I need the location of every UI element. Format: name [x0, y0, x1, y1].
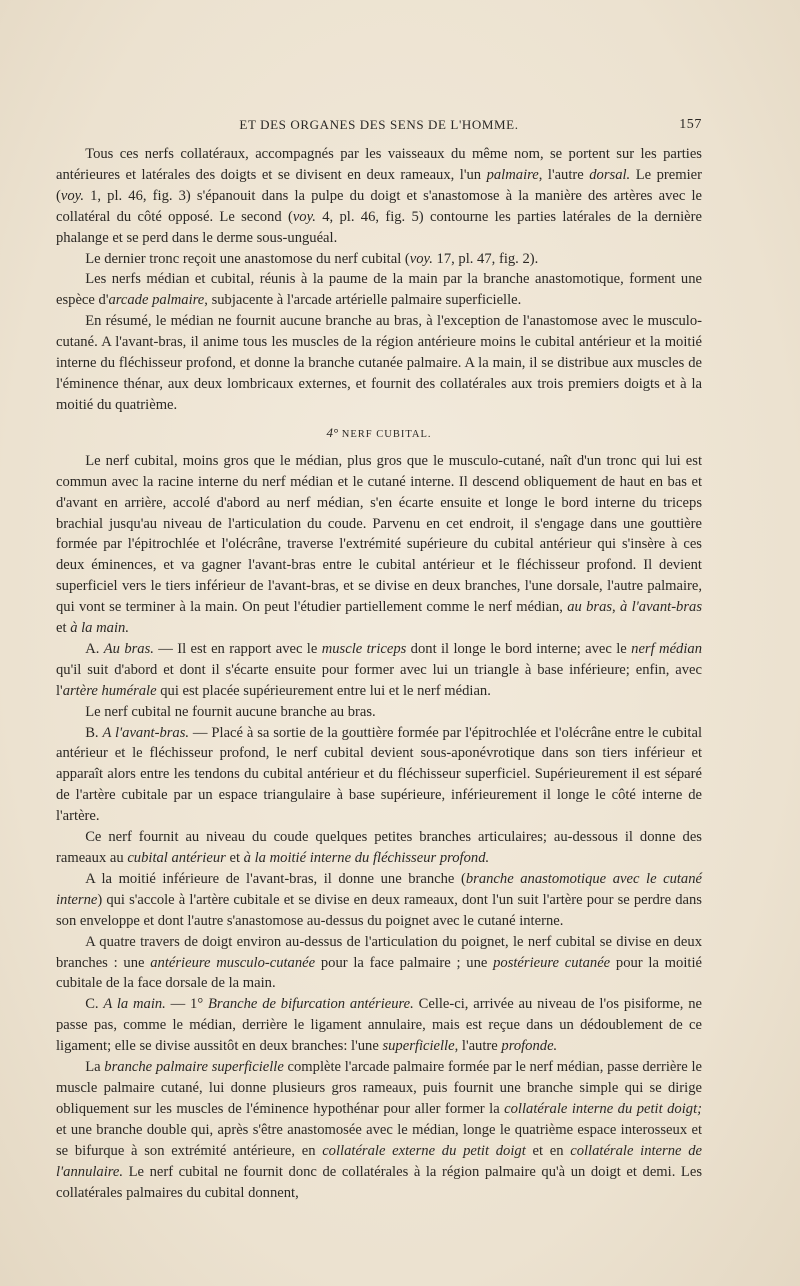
italic-run: à l'avant-bras: [620, 599, 703, 616]
text-run: ) qui s'accole à l'artère cubitale et se divise en deux rameaux, dont l'un suit l'artère pour se perdre dans son enveloppe et dont l'autre s'anastomose au-dessus du poignet avec le cutané interne.: [56, 891, 702, 929]
text-run: Les nerfs médian et cubital, réunis à la paume de la main par la branche anastomotique, forment une espèce d': [56, 271, 702, 309]
italic-run: à la moitié interne du fléchisseur profond.: [243, 850, 490, 866]
text-run: pour la face palmaire ; une: [315, 954, 494, 971]
paragraph-palmar-arch: [56, 269, 702, 311]
text-run: B.: [85, 724, 103, 741]
italic-run: voy.: [292, 208, 316, 225]
italic-run: branche anastomotique avec le cutané interne: [56, 870, 703, 908]
text-run: qu'il suit d'abord et dont il s'écarte ensuite pour former avec lui un triangle à base inférieure; enfin, avec l': [56, 661, 702, 699]
text-run: pour la moitié cubitale de la face dorsale de la main.: [56, 954, 702, 992]
text-run: Celle-ci, arrivée au niveau de l'os pisiforme, ne passe pas, comme le médian, derrière le ligament annulaire, mais est reçue dans un dédoublement de ce ligament; elle se divise aussitôt en deux branches: l'une: [56, 996, 703, 1055]
paragraph-summary: [56, 311, 702, 416]
italic-run: nerf médian: [631, 640, 702, 657]
text-run: ,: [612, 599, 620, 616]
paragraph-lower-forearm: [56, 869, 702, 932]
italic-run: muscle triceps: [321, 640, 407, 657]
paragraph-arm: [56, 639, 702, 702]
italic-run: palmaire: [486, 166, 539, 183]
italic-run: superficielle: [382, 1038, 455, 1055]
section-title: NERF CUBITAL.: [341, 428, 432, 440]
text-run: Le premier (: [56, 166, 702, 204]
paragraph-ulnar-intro: [56, 451, 702, 639]
italic-run: collatérale externe du petit doigt: [322, 1142, 526, 1159]
page-header: [56, 117, 702, 137]
italic-run: collatérale interne du petit doigt;: [504, 1100, 702, 1117]
text-run: 4, pl. 46, fig. 5) contourne les parties latérales de la dernière phalange et se perd dans le derme sous-unguéal.: [56, 208, 702, 246]
body-text: [56, 144, 702, 1203]
text-run: A quatre travers de doigt environ au-dessus de l'articulation du poignet, le nerf cubital se divise en deux branches : une: [56, 933, 702, 971]
text-run: dont il longe le bord interne; avec le: [406, 640, 632, 657]
italic-run: branche palmaire superficielle: [104, 1059, 284, 1076]
italic-run: à la main.: [70, 620, 129, 637]
text-run: — 1°: [165, 996, 208, 1013]
text-run: complète l'arcade palmaire formée par le nerf médian, passe derrière le muscle palmaire cutané, lui donne plusieurs gros rameaux, puis fournit une branche simple qui se dirige obliquement sur les muscles de l'éminence hypothénar pour aller former la: [56, 1059, 702, 1117]
text-run: Le nerf cubital ne fournit aucune branche au bras.: [85, 703, 376, 720]
italic-run: postérieure cutanée: [493, 954, 611, 971]
paragraph-collateral-nerves: [56, 144, 702, 249]
text-run: 17, pl. 47, fig. 2).: [432, 250, 539, 267]
running-title: ET DES ORGANES DES SENS DE L'HOMME.: [239, 117, 519, 132]
text-run: A.: [85, 640, 104, 657]
italic-run: artère humérale: [62, 682, 157, 699]
italic-run: Au bras.: [103, 640, 154, 657]
text-run: Le nerf cubital, moins gros que le médian, plus gros que le musculo-cutané, naît d'un tronc qui lui est commun avec la racine interne du nerf médian et le cutané interne. Il descend obliquement de haut en bas et d'avant en arrière, accolé d'abord au nerf médian, s'en écarte ensuite et longe le bord interne du triceps brachial jusqu'au niveau de l'articulation du coude. Parvenu en cet endroit, il s'engage dans une gouttière formée par l'épitrochlée et l'olécrâne, traverse l'extrémité supérieure du cubital antérieur qui s'insère à ces deux éminences, et va gagner l'avant-bras entre le cubital antérieur et le fléchisseur profond. Il devient superficiel vers le tiers inférieur de l'avant-bras, et se divise en deux branches, l'une dorsale, l'autre palmaire, qui vont se terminer à la main. On peut l'étudier partiellement comme le nerf médian,: [56, 452, 702, 616]
text-run: — Il est en rapport avec le: [153, 640, 322, 657]
text-run: , l'autre: [538, 166, 590, 183]
italic-run: arcade palmaire: [108, 292, 205, 309]
italic-run: profonde.: [501, 1038, 558, 1055]
paragraph-elbow-branches: [56, 827, 702, 869]
text-run: La: [85, 1059, 105, 1076]
italic-run: cubital antérieur: [127, 850, 226, 866]
text-run: et: [56, 620, 71, 637]
italic-run: au bras: [567, 599, 613, 616]
text-run: C.: [85, 996, 104, 1013]
paragraph-no-branch: [56, 702, 702, 723]
text-run: Le nerf cubital ne fournit donc de collatérales à la région palmaire qu'à un doigt et demi. Les collatérales palmaires du cubital donnent,: [56, 1163, 702, 1201]
paragraph-forearm: [56, 723, 702, 828]
text-run: et: [225, 850, 244, 866]
text-run: Tous ces nerfs collatéraux, accompagnés par les vaisseaux du même nom, se portent sur les parties antérieures et latérales des doigts et se divisent en deux rameaux, l'un: [56, 146, 702, 183]
italic-run: dorsal.: [589, 166, 631, 183]
paragraph-hand: [56, 994, 702, 1057]
section-heading: [56, 425, 702, 443]
italic-run: voy.: [409, 250, 433, 267]
paragraph-wrist-division: [56, 932, 702, 995]
text-run: , subjacente à l'arcade artérielle palmaire superficielle.: [204, 292, 522, 309]
text-run: En résumé, le médian ne fournit aucune branche au bras, à l'exception de l'anastomose avec le musculo-cutané. A l'avant-bras, il anime tous les muscles de la région antérieure moins le cubital antérieur et la moitié interne du fléchisseur profond, et donne la branche cutanée palmaire. A la main, il se distribue aux muscles de l'éminence thénar, aux deux lombricaux externes, et fournit des collatérales aux trois premiers doigts et à la moitié du quatrième.: [56, 313, 702, 413]
paragraph-last-trunk: [56, 249, 702, 270]
italic-run: voy.: [60, 187, 84, 204]
text-run: , l'autre: [454, 1038, 502, 1055]
text-run: A la moitié inférieure de l'avant-bras, il donne une branche (: [85, 870, 466, 887]
section-number: 4°: [326, 424, 339, 440]
text-run: Le dernier tronc reçoit une anastomose du nerf cubital (: [85, 250, 410, 267]
italic-run: A la main.: [103, 996, 166, 1013]
text-run: Ce nerf fournit au niveau du coude quelques petites branches articulaires; au-dessous il donne des rameaux au: [56, 829, 702, 866]
text-run: — Placé à sa sortie de la gouttière formée par l'épitrochlée et l'olécrâne entre le cubital antérieur et le fléchisseur profond, le nerf cubital devient sous-aponévrotique dans son tiers inférieur et apparaît alors entre les tendons du cubital antérieur et du fléchisseur superficiel. Supérieurement il est séparé de l'artère cubitale par un espace triangulaire à base supérieure, inférieurement il longe le côté interne de l'artère.: [56, 724, 702, 825]
italic-run: collatérale interne de l'annulaire.: [56, 1142, 702, 1180]
text-run: qui est placée supérieurement entre lui et le nerf médian.: [156, 682, 491, 699]
text-run: et en: [525, 1142, 571, 1159]
italic-run: antérieure musculo-cutanée: [150, 954, 316, 971]
text-run: et une branche double qui, après s'être anastomosée avec le médian, longe le quatrième espace interosseux et se bifurque à son extrémité antérieure, en: [56, 1121, 702, 1159]
italic-run: Branche de bifurcation antérieure.: [207, 996, 414, 1013]
text-run: 1, pl. 46, fig. 3) s'épanouit dans la pulpe du doigt et s'anastomose à la manière des artères avec le collatéral du côté opposé. Le second (: [56, 187, 702, 225]
italic-run: A l'avant-bras.: [102, 724, 190, 741]
paragraph-superficial-branch: [56, 1057, 702, 1203]
page-number: 157: [679, 117, 702, 132]
